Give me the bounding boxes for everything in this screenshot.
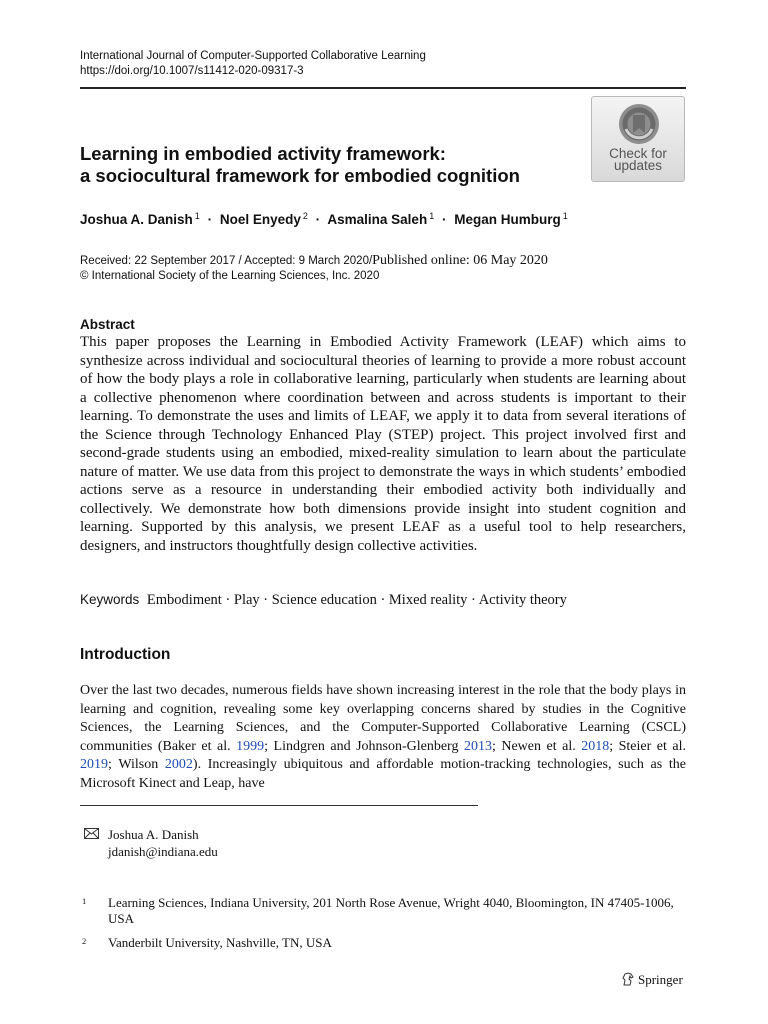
citation-link[interactable]: 2018 <box>581 738 610 754</box>
introduction-paragraph <box>80 682 686 794</box>
copyright-notice: © International Society of the Learning Sciences, Inc. 2020 <box>80 270 380 282</box>
publication-dates <box>80 253 548 284</box>
author-name[interactable]: Megan Humburg <box>454 212 561 227</box>
intro-text: Over the last two decades, numerous fields have shown increasing interest in the role that the body plays in learning and cognition, revealing some key overlapping concerns shared by studies in the Cognitive Sciences, the Learning Sciences, and the Computer-Supported Collaborative Learning (CSCL) communities (Baker et al. <box>80 683 686 754</box>
affiliation-text: Vanderbilt University, Nashville, TN, USA <box>108 935 332 950</box>
citation-link[interactable]: 2002 <box>164 757 193 773</box>
abstract-heading: Abstract <box>80 317 135 332</box>
author-name[interactable]: Asmalina Saleh <box>327 212 428 227</box>
abstract-text: This paper proposes the Learning in Embodied Activity Framework (LEAF) which aims to synthesize across individual and sociocultural theories of learning to provide a more robust account of how the body plays a role in collaborative learning, particularly when students are learning about a collective phenomenon where coordination between and across students is important to their learning. To demonstrate the uses and limits of LEAF, we apply it to data from several iterations of the Science through Technology Enhanced Play (STEP) project. This project involved first and second-grade students using an embodied, mixed-reality simulation to learn about the particulate nature of matter. We use data from this project to demonstrate the ways in which students’ embodied actions serve as a resource in understanding their embodied activity both individually and collectively. We demonstrate how both dimensions provide insight into student cognition and learning. Supported by this analysis, we present LEAF as a useful tool to help researchers, designers, and instructors thoughtfully design collective activities. <box>80 334 686 554</box>
keywords <box>80 592 567 609</box>
published-online-date: Published online: 06 May 2020 <box>372 253 548 268</box>
envelope-icon <box>84 828 99 839</box>
author-separator: · <box>207 212 213 227</box>
author-separator: · <box>315 212 321 227</box>
citation-link[interactable]: 2013 <box>463 738 492 754</box>
journal-name: International Journal of Computer-Supported Collaborative Learning <box>80 50 426 62</box>
author-affiliation-marker: 1 <box>194 211 200 221</box>
author-affiliation-marker: 1 <box>562 211 568 221</box>
author-separator: · <box>441 212 447 227</box>
intro-text: ; Lindgren and Johnson-Glenberg <box>264 738 464 754</box>
check-for-updates-badge[interactable] <box>591 96 685 182</box>
springer-logo <box>621 972 683 988</box>
author-name[interactable]: Noel Enyedy <box>219 212 301 227</box>
received-accepted-dates: Received: 22 September 2017 / Accepted: 9 March 2020/ <box>80 255 373 267</box>
corresponding-author-name: Joshua A. Danish <box>108 827 199 842</box>
header-rule <box>80 87 686 89</box>
affiliation-number: 1 <box>82 896 87 906</box>
intro-text: ; Wilson <box>108 757 165 773</box>
title-line-1: Learning in embodied activity framework: <box>80 143 446 164</box>
intro-text: ). Increasingly ubiquitous and affordable motion-tracking technologies, such as the Microsoft Kinect and Leap, have <box>80 757 686 791</box>
intro-text: ; Newen et al. <box>491 738 582 754</box>
keywords-label: Keywords <box>80 592 140 607</box>
author-name[interactable]: Joshua A. Danish <box>80 212 193 227</box>
badge-label-line2: updates <box>613 158 663 173</box>
affiliation-number: 2 <box>82 936 87 946</box>
crossmark-icon <box>617 102 661 146</box>
citation-link[interactable]: 1999 <box>236 738 265 754</box>
keywords-list: Embodiment · Play · Science education · Mixed reality · Activity theory <box>146 592 567 608</box>
paper-title <box>80 143 520 187</box>
title-line-2: a sociocultural framework for embodied cognition <box>80 165 520 186</box>
footnote-rule <box>80 805 478 806</box>
publisher-name: Springer <box>638 972 683 987</box>
journal-header <box>80 49 426 79</box>
badge-label-line1: Check for <box>609 146 667 161</box>
corresponding-author-email[interactable]: jdanish@indiana.edu <box>108 844 218 859</box>
affiliation-text: Learning Sciences, Indiana University, 201 North Rose Avenue, Wright 4040, Bloomington, IN 47405-1006, USA <box>108 895 674 926</box>
author-affiliation-marker: 1 <box>429 211 435 221</box>
intro-text: ; Steier et al. <box>609 738 686 754</box>
springer-horse-icon <box>621 972 635 986</box>
doi-link[interactable]: https://doi.org/10.1007/s11412-020-09317-3 <box>80 65 304 77</box>
introduction-heading: Introduction <box>80 646 171 663</box>
citation-link[interactable]: 2019 <box>80 757 108 773</box>
author-affiliation-marker: 2 <box>302 211 308 221</box>
author-list <box>80 211 568 227</box>
